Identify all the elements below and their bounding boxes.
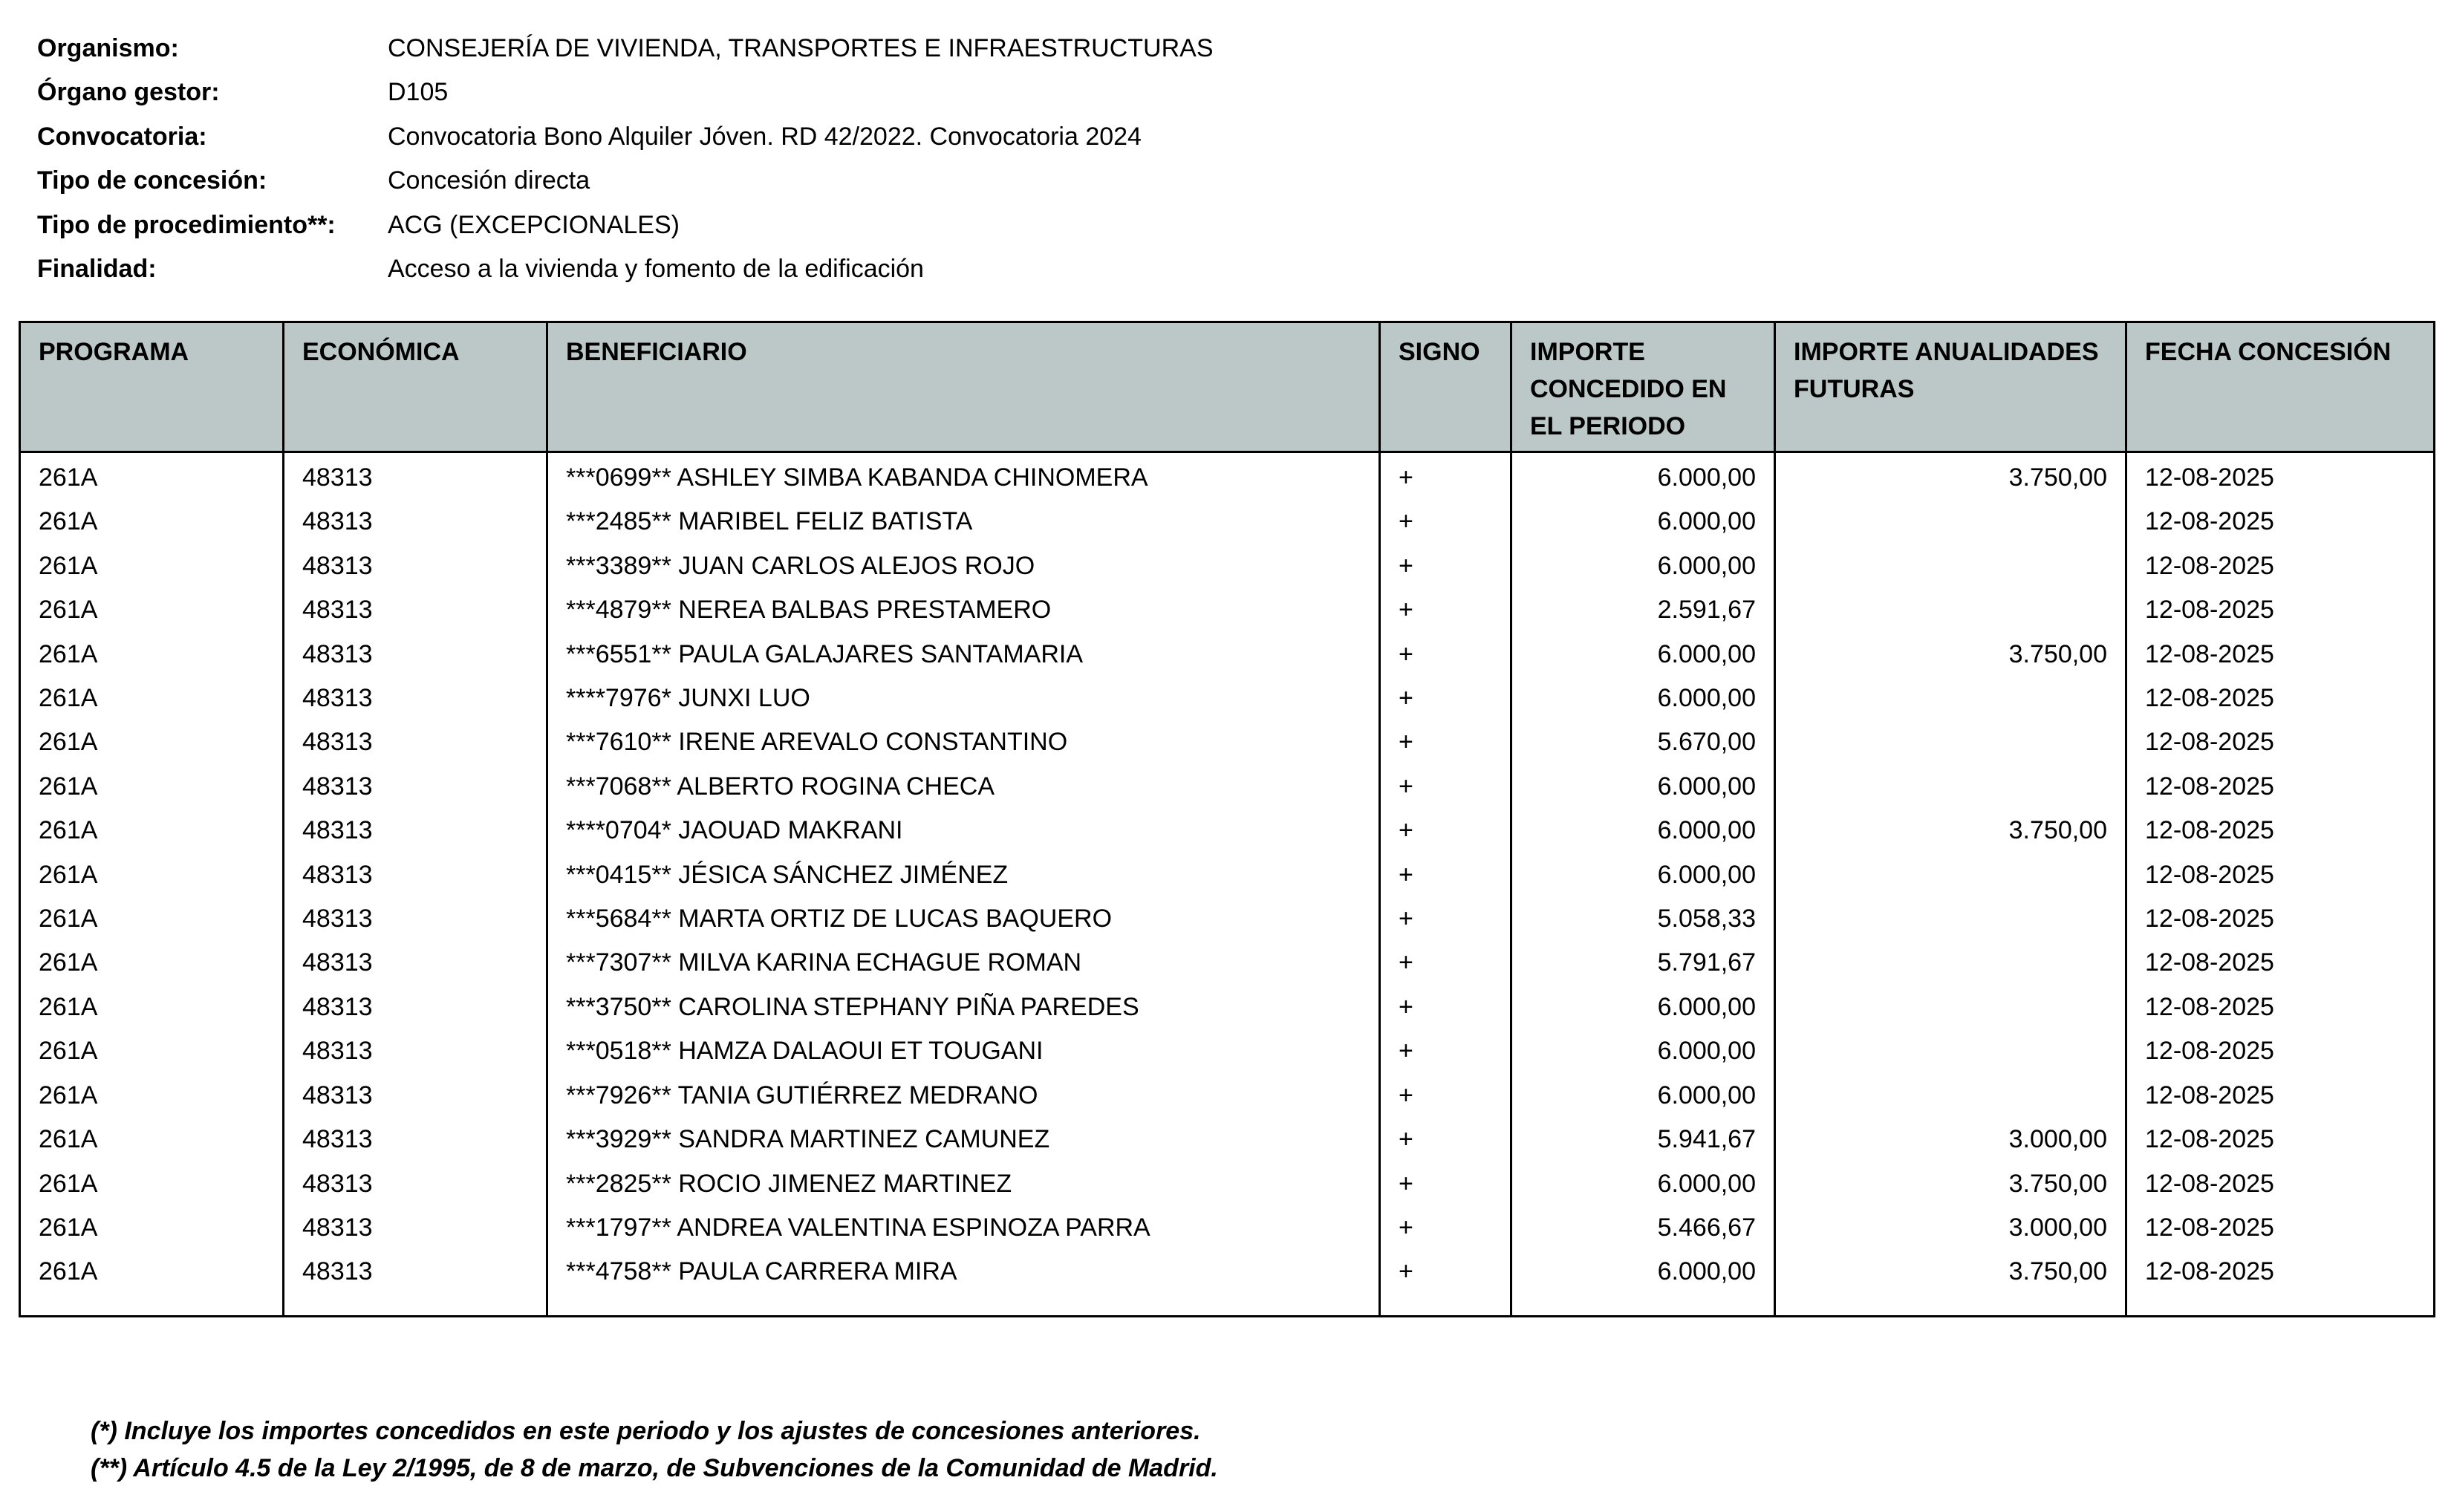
cell-signo: + [1380, 853, 1511, 897]
cell-fecha-concesion: 12-08-2025 [2126, 1250, 2435, 1294]
document-metadata [37, 27, 1214, 291]
cell-fecha-concesion: 12-08-2025 [2126, 1118, 2435, 1161]
cell-importe-concedido: 5.791,67 [1511, 941, 1775, 985]
cell-importe-anualidades: 3.750,00 [1775, 809, 2126, 853]
cell-economica: 48313 [284, 985, 547, 1029]
meta-label: Tipo de procedimiento**: [37, 210, 336, 239]
cell-importe-concedido: 6.000,00 [1511, 633, 1775, 677]
cell-signo: + [1380, 985, 1511, 1029]
cell-beneficiario: ***3750** CAROLINA STEPHANY PIÑA PAREDES [547, 985, 1380, 1029]
meta-row-organismo [37, 27, 1214, 71]
cell-economica: 48313 [284, 452, 547, 501]
cell-signo: + [1380, 720, 1511, 764]
cell-beneficiario: ****7976* JUNXI LUO [547, 677, 1380, 720]
cell-importe-anualidades [1775, 941, 2126, 985]
cell-importe-anualidades [1775, 677, 2126, 720]
meta-label: Organismo: [37, 34, 179, 62]
cell-economica: 48313 [284, 941, 547, 985]
cell-importe-concedido: 5.941,67 [1511, 1118, 1775, 1161]
meta-label: Tipo de concesión: [37, 166, 267, 195]
cell-programa: 261A [20, 1250, 284, 1294]
header-economica: ECONÓMICA [284, 322, 547, 452]
cell-importe-anualidades [1775, 897, 2126, 941]
cell-signo: + [1380, 1250, 1511, 1294]
cell-economica: 48313 [284, 1029, 547, 1073]
cell-programa: 261A [20, 588, 284, 632]
filler-cell [1775, 1294, 2126, 1317]
cell-signo: + [1380, 544, 1511, 588]
cell-fecha-concesion: 12-08-2025 [2126, 1206, 2435, 1250]
cell-signo: + [1380, 452, 1511, 501]
cell-signo: + [1380, 1206, 1511, 1250]
table-row [20, 633, 2435, 677]
cell-beneficiario: ***7068** ALBERTO ROGINA CHECA [547, 765, 1380, 809]
cell-economica: 48313 [284, 544, 547, 588]
cell-fecha-concesion: 12-08-2025 [2126, 500, 2435, 544]
cell-importe-anualidades: 3.750,00 [1775, 452, 2126, 501]
cell-importe-concedido: 6.000,00 [1511, 452, 1775, 501]
cell-economica: 48313 [284, 1162, 547, 1206]
cell-importe-anualidades [1775, 853, 2126, 897]
cell-programa: 261A [20, 941, 284, 985]
meta-value: Convocatoria Bono Alquiler Jóven. RD 42/2022. Convocatoria 2024 [388, 122, 1142, 151]
cell-fecha-concesion: 12-08-2025 [2126, 588, 2435, 632]
cell-beneficiario: ***7926** TANIA GUTIÉRREZ MEDRANO [547, 1074, 1380, 1118]
cell-importe-anualidades [1775, 720, 2126, 764]
cell-fecha-concesion: 12-08-2025 [2126, 897, 2435, 941]
table-row [20, 677, 2435, 720]
cell-programa: 261A [20, 452, 284, 501]
cell-beneficiario: ***5684** MARTA ORTIZ DE LUCAS BAQUERO [547, 897, 1380, 941]
header-signo: SIGNO [1380, 322, 1511, 452]
cell-beneficiario: ***7307** MILVA KARINA ECHAGUE ROMAN [547, 941, 1380, 985]
header-programa: PROGRAMA [20, 322, 284, 452]
cell-programa: 261A [20, 1118, 284, 1161]
cell-signo: + [1380, 1118, 1511, 1161]
cell-economica: 48313 [284, 1074, 547, 1118]
cell-fecha-concesion: 12-08-2025 [2126, 765, 2435, 809]
cell-importe-anualidades [1775, 765, 2126, 809]
header-fecha-concesion: FECHA CONCESIÓN [2126, 322, 2435, 452]
table-row [20, 544, 2435, 588]
cell-importe-concedido: 6.000,00 [1511, 1162, 1775, 1206]
cell-importe-concedido: 6.000,00 [1511, 1250, 1775, 1294]
meta-row-tipo-concesion [37, 159, 1214, 203]
cell-fecha-concesion: 12-08-2025 [2126, 544, 2435, 588]
table-body [20, 452, 2435, 1317]
meta-value: ACG (EXCEPCIONALES) [388, 210, 680, 239]
cell-importe-anualidades [1775, 985, 2126, 1029]
meta-label: Finalidad: [37, 255, 157, 284]
cell-fecha-concesion: 12-08-2025 [2126, 677, 2435, 720]
table-row [20, 1029, 2435, 1073]
cell-economica: 48313 [284, 853, 547, 897]
cell-importe-anualidades [1775, 500, 2126, 544]
meta-label: Órgano gestor: [37, 78, 220, 107]
cell-fecha-concesion: 12-08-2025 [2126, 809, 2435, 853]
cell-importe-concedido: 6.000,00 [1511, 544, 1775, 588]
cell-signo: + [1380, 765, 1511, 809]
cell-beneficiario: ***4879** NEREA BALBAS PRESTAMERO [547, 588, 1380, 632]
cell-economica: 48313 [284, 809, 547, 853]
cell-programa: 261A [20, 500, 284, 544]
cell-fecha-concesion: 12-08-2025 [2126, 941, 2435, 985]
cell-beneficiario: ***2485** MARIBEL FELIZ BATISTA [547, 500, 1380, 544]
cell-economica: 48313 [284, 588, 547, 632]
cell-programa: 261A [20, 897, 284, 941]
filler-cell [1380, 1294, 1511, 1317]
cell-signo: + [1380, 500, 1511, 544]
cell-signo: + [1380, 1162, 1511, 1206]
cell-signo: + [1380, 588, 1511, 632]
meta-label: Convocatoria: [37, 122, 207, 151]
cell-importe-concedido: 6.000,00 [1511, 853, 1775, 897]
table-row [20, 500, 2435, 544]
cell-importe-concedido: 5.466,67 [1511, 1206, 1775, 1250]
cell-economica: 48313 [284, 1250, 547, 1294]
cell-programa: 261A [20, 1162, 284, 1206]
meta-value: CONSEJERÍA DE VIVIENDA, TRANSPORTES E INFRAESTRUCTURAS [388, 34, 1214, 62]
table-row [20, 809, 2435, 853]
cell-programa: 261A [20, 1029, 284, 1073]
meta-value: D105 [388, 78, 449, 107]
cell-beneficiario: ***0415** JÉSICA SÁNCHEZ JIMÉNEZ [547, 853, 1380, 897]
cell-importe-anualidades: 3.000,00 [1775, 1118, 2126, 1161]
cell-programa: 261A [20, 809, 284, 853]
cell-programa: 261A [20, 677, 284, 720]
cell-importe-concedido: 6.000,00 [1511, 985, 1775, 1029]
cell-programa: 261A [20, 1074, 284, 1118]
cell-economica: 48313 [284, 677, 547, 720]
cell-programa: 261A [20, 853, 284, 897]
cell-signo: + [1380, 1074, 1511, 1118]
cell-importe-anualidades [1775, 588, 2126, 632]
cell-signo: + [1380, 897, 1511, 941]
cell-fecha-concesion: 12-08-2025 [2126, 1074, 2435, 1118]
cell-importe-concedido: 2.591,67 [1511, 588, 1775, 632]
cell-beneficiario: ***6551** PAULA GALAJARES SANTAMARIA [547, 633, 1380, 677]
cell-importe-concedido: 6.000,00 [1511, 765, 1775, 809]
cell-programa: 261A [20, 985, 284, 1029]
filler-cell [2126, 1294, 2435, 1317]
table-row [20, 1162, 2435, 1206]
cell-beneficiario: ***3929** SANDRA MARTINEZ CAMUNEZ [547, 1118, 1380, 1161]
cell-importe-anualidades: 3.750,00 [1775, 1250, 2126, 1294]
cell-importe-anualidades [1775, 1029, 2126, 1073]
cell-signo: + [1380, 677, 1511, 720]
table-row [20, 1074, 2435, 1118]
cell-fecha-concesion: 12-08-2025 [2126, 985, 2435, 1029]
cell-fecha-concesion: 12-08-2025 [2126, 1029, 2435, 1073]
cell-fecha-concesion: 12-08-2025 [2126, 853, 2435, 897]
cell-fecha-concesion: 12-08-2025 [2126, 452, 2435, 501]
table-row [20, 941, 2435, 985]
table-row [20, 1118, 2435, 1161]
footnote-articulo: (**) Artículo 4.5 de la Ley 2/1995, de 8 de marzo, de Subvenciones de la Comunidad de Madrid. [91, 1454, 1218, 1482]
cell-programa: 261A [20, 765, 284, 809]
cell-beneficiario: ***2825** ROCIO JIMENEZ MARTINEZ [547, 1162, 1380, 1206]
table-row [20, 1250, 2435, 1294]
cell-signo: + [1380, 633, 1511, 677]
footnotes [91, 1412, 1218, 1487]
table-row [20, 853, 2435, 897]
cell-beneficiario: ***0518** HAMZA DALAOUI ET TOUGANI [547, 1029, 1380, 1073]
cell-importe-concedido: 6.000,00 [1511, 677, 1775, 720]
cell-signo: + [1380, 1029, 1511, 1073]
grants-table [19, 321, 2435, 1317]
cell-importe-concedido: 6.000,00 [1511, 1029, 1775, 1073]
cell-programa: 261A [20, 720, 284, 764]
meta-row-organo-gestor [37, 71, 1214, 114]
cell-importe-concedido: 6.000,00 [1511, 809, 1775, 853]
filler-cell [547, 1294, 1380, 1317]
filler-cell [1511, 1294, 1775, 1317]
meta-value: Concesión directa [388, 166, 590, 195]
cell-fecha-concesion: 12-08-2025 [2126, 1162, 2435, 1206]
cell-economica: 48313 [284, 720, 547, 764]
cell-importe-concedido: 5.058,33 [1511, 897, 1775, 941]
cell-economica: 48313 [284, 897, 547, 941]
header-importe-concedido: IMPORTE CONCEDIDO EN EL PERIODO [1511, 322, 1775, 452]
meta-row-tipo-procedimiento [37, 203, 1214, 247]
meta-value: Acceso a la vivienda y fomento de la edificación [388, 255, 924, 284]
cell-fecha-concesion: 12-08-2025 [2126, 633, 2435, 677]
footnote-importes: (*) Incluye los importes concedidos en este periodo y los ajustes de concesiones anteriores. [91, 1417, 1201, 1445]
cell-economica: 48313 [284, 1118, 547, 1161]
cell-importe-anualidades: 3.750,00 [1775, 633, 2126, 677]
filler-cell [284, 1294, 547, 1317]
cell-signo: + [1380, 809, 1511, 853]
cell-fecha-concesion: 12-08-2025 [2126, 720, 2435, 764]
cell-beneficiario: ***7610** IRENE AREVALO CONSTANTINO [547, 720, 1380, 764]
cell-beneficiario: ***0699** ASHLEY SIMBA KABANDA CHINOMERA [547, 452, 1380, 501]
cell-importe-concedido: 6.000,00 [1511, 1074, 1775, 1118]
cell-economica: 48313 [284, 633, 547, 677]
meta-row-convocatoria [37, 115, 1214, 159]
header-importe-anualidades: IMPORTE ANUALIDADES FUTURAS [1775, 322, 2126, 452]
meta-row-finalidad [37, 247, 1214, 291]
filler-cell [20, 1294, 284, 1317]
cell-importe-concedido: 5.670,00 [1511, 720, 1775, 764]
header-beneficiario: BENEFICIARIO [547, 322, 1380, 452]
cell-importe-anualidades: 3.000,00 [1775, 1206, 2126, 1250]
cell-programa: 261A [20, 633, 284, 677]
table-row [20, 1206, 2435, 1250]
cell-importe-concedido: 6.000,00 [1511, 500, 1775, 544]
cell-economica: 48313 [284, 500, 547, 544]
table-row [20, 897, 2435, 941]
cell-beneficiario: ***4758** PAULA CARRERA MIRA [547, 1250, 1380, 1294]
table-row [20, 985, 2435, 1029]
cell-importe-anualidades [1775, 1074, 2126, 1118]
table-filler-row [20, 1294, 2435, 1317]
table-header-row [20, 322, 2435, 452]
table-row [20, 765, 2435, 809]
cell-economica: 48313 [284, 765, 547, 809]
cell-beneficiario: ***3389** JUAN CARLOS ALEJOS ROJO [547, 544, 1380, 588]
cell-signo: + [1380, 941, 1511, 985]
cell-beneficiario: ***1797** ANDREA VALENTINA ESPINOZA PARRA [547, 1206, 1380, 1250]
table-row [20, 588, 2435, 632]
cell-programa: 261A [20, 544, 284, 588]
cell-programa: 261A [20, 1206, 284, 1250]
cell-economica: 48313 [284, 1206, 547, 1250]
cell-importe-anualidades [1775, 544, 2126, 588]
cell-importe-anualidades: 3.750,00 [1775, 1162, 2126, 1206]
table-row [20, 720, 2435, 764]
table-row [20, 452, 2435, 501]
cell-beneficiario: ****0704* JAOUAD MAKRANI [547, 809, 1380, 853]
